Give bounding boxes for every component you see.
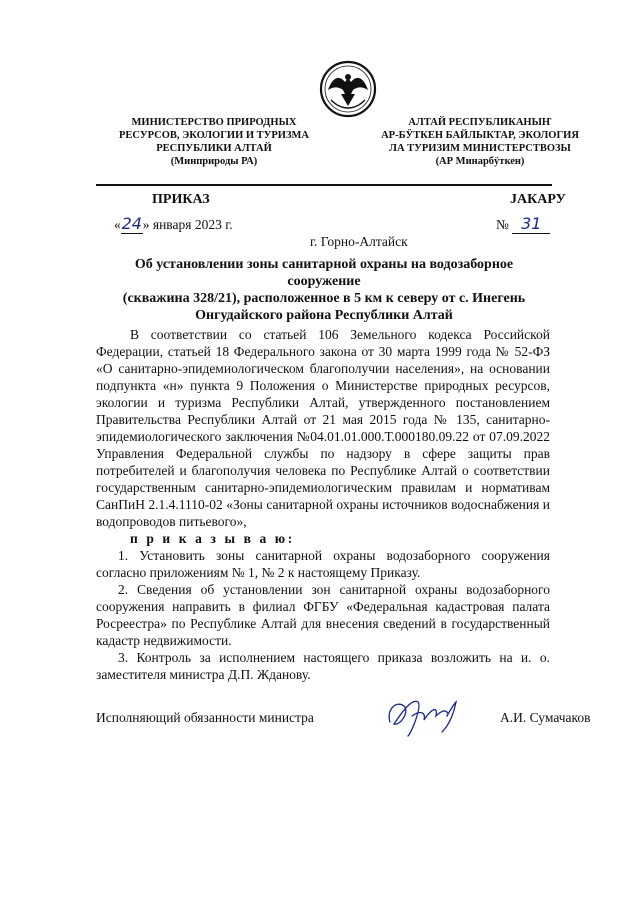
signatory-name: А.И. Сумачаков	[500, 710, 591, 725]
title-line: Об установлении зоны санитарной охраны на водозаборное сооружение	[134, 257, 514, 289]
header-alt-line: АЛТАЙ РЕСПУБЛИКАНЫҤ	[408, 117, 552, 128]
order-item-1: 1. Установить зоны санитарной охраны водозаборного сооружения согласно приложениям № 1, № 2 к настоящему Приказу.	[96, 548, 550, 580]
date-day: 24	[121, 214, 142, 233]
title-line: Онгудайского района Республики Алтай	[195, 308, 453, 323]
order-number	[496, 214, 550, 234]
header-divider	[96, 184, 552, 186]
number-value: 31	[521, 214, 542, 233]
header-alt-short: (АР Минарбӱткен)	[435, 156, 525, 167]
prikazyvayu-line: п р и к а з ы в а ю:	[130, 531, 295, 546]
header-ru-line: РЕСУРСОВ, ЭКОЛОГИИ И ТУРИЗМА	[119, 130, 309, 141]
order-item-2: 2. Сведения об установлении зон санитарной охраны водозаборного сооружения направить в филиал ФГБУ «Федеральная кадастровая палата Росреестра» по Республике Алтай для внесения сведений в государственный кадастр недвижимости.	[96, 582, 550, 648]
ministry-header-altai	[380, 116, 580, 168]
order-date	[114, 214, 233, 234]
header-ru-short: (Минприроды РА)	[170, 156, 258, 167]
order-item-3: 3. Контроль за исполнением настоящего приказа возложить на и. о. заместителя министра Д.П. Жданову.	[96, 650, 550, 682]
header-ru-line: МИНИСТЕРСТВО ПРИРОДНЫХ	[131, 117, 297, 128]
document-body	[96, 326, 550, 683]
city: г. Горно-Алтайск	[310, 234, 408, 249]
order-label-altai: ЈАКАРУ	[510, 192, 566, 207]
date-day-field	[121, 214, 143, 234]
header-ru-line: РЕСПУБЛИКИ АЛТАЙ	[156, 143, 272, 154]
signatory-title: Исполняющий обязанности министра	[96, 710, 314, 725]
date-rest: » января 2023 г.	[142, 217, 233, 232]
republic-emblem-icon	[319, 60, 377, 118]
header-alt-line: ЛА ТУРИЗИМ МИНИСТЕРСТВОЗЫ	[389, 143, 571, 154]
number-sign: №	[496, 217, 509, 232]
title-line: (скважина 328/21), расположенное в 5 км к северу от с. Инегень	[122, 291, 526, 306]
ministry-header-ru	[96, 116, 332, 168]
order-label-ru: ПРИКАЗ	[152, 192, 210, 207]
preamble-paragraph: В соответствии со статьей 106 Земельного кодекса Российской Федерации, статьей 18 Федерального закона от 30 марта 1999 года № 52-ФЗ «О санитарно-эпидемиологическом благополучии населения», на основании подпункта «н» пункта 9 Положения о Министерстве природных ресурсов, экологии и туризма Республики Алтай, утвержденного постановлением Правительства Республики Алтай от 21 мая 2015 года № 135, санитарно-эпидемиологического заключения №04.01.01.000.Т.000180.09.22 от 07.09.2022 Управления Федеральной службы по надзору в сфере защиты прав потребителей и благополучия человека по Республике Алтай о соответствии государственным санитарно-эпидемиологическим правилам и нормативам СанПиН 2.1.4.1110-02 «Зоны санитарной охраны источников водоснабжения и водопроводов питьевого»,	[96, 327, 550, 529]
handwritten-signature	[382, 692, 462, 740]
header-alt-line: АР-БӰТКЕН БАЙЛЫКТАР, ЭКОЛОГИЯ	[381, 130, 579, 141]
document-title	[100, 256, 548, 324]
number-field	[512, 214, 550, 234]
date-open-quote: «	[114, 217, 121, 232]
